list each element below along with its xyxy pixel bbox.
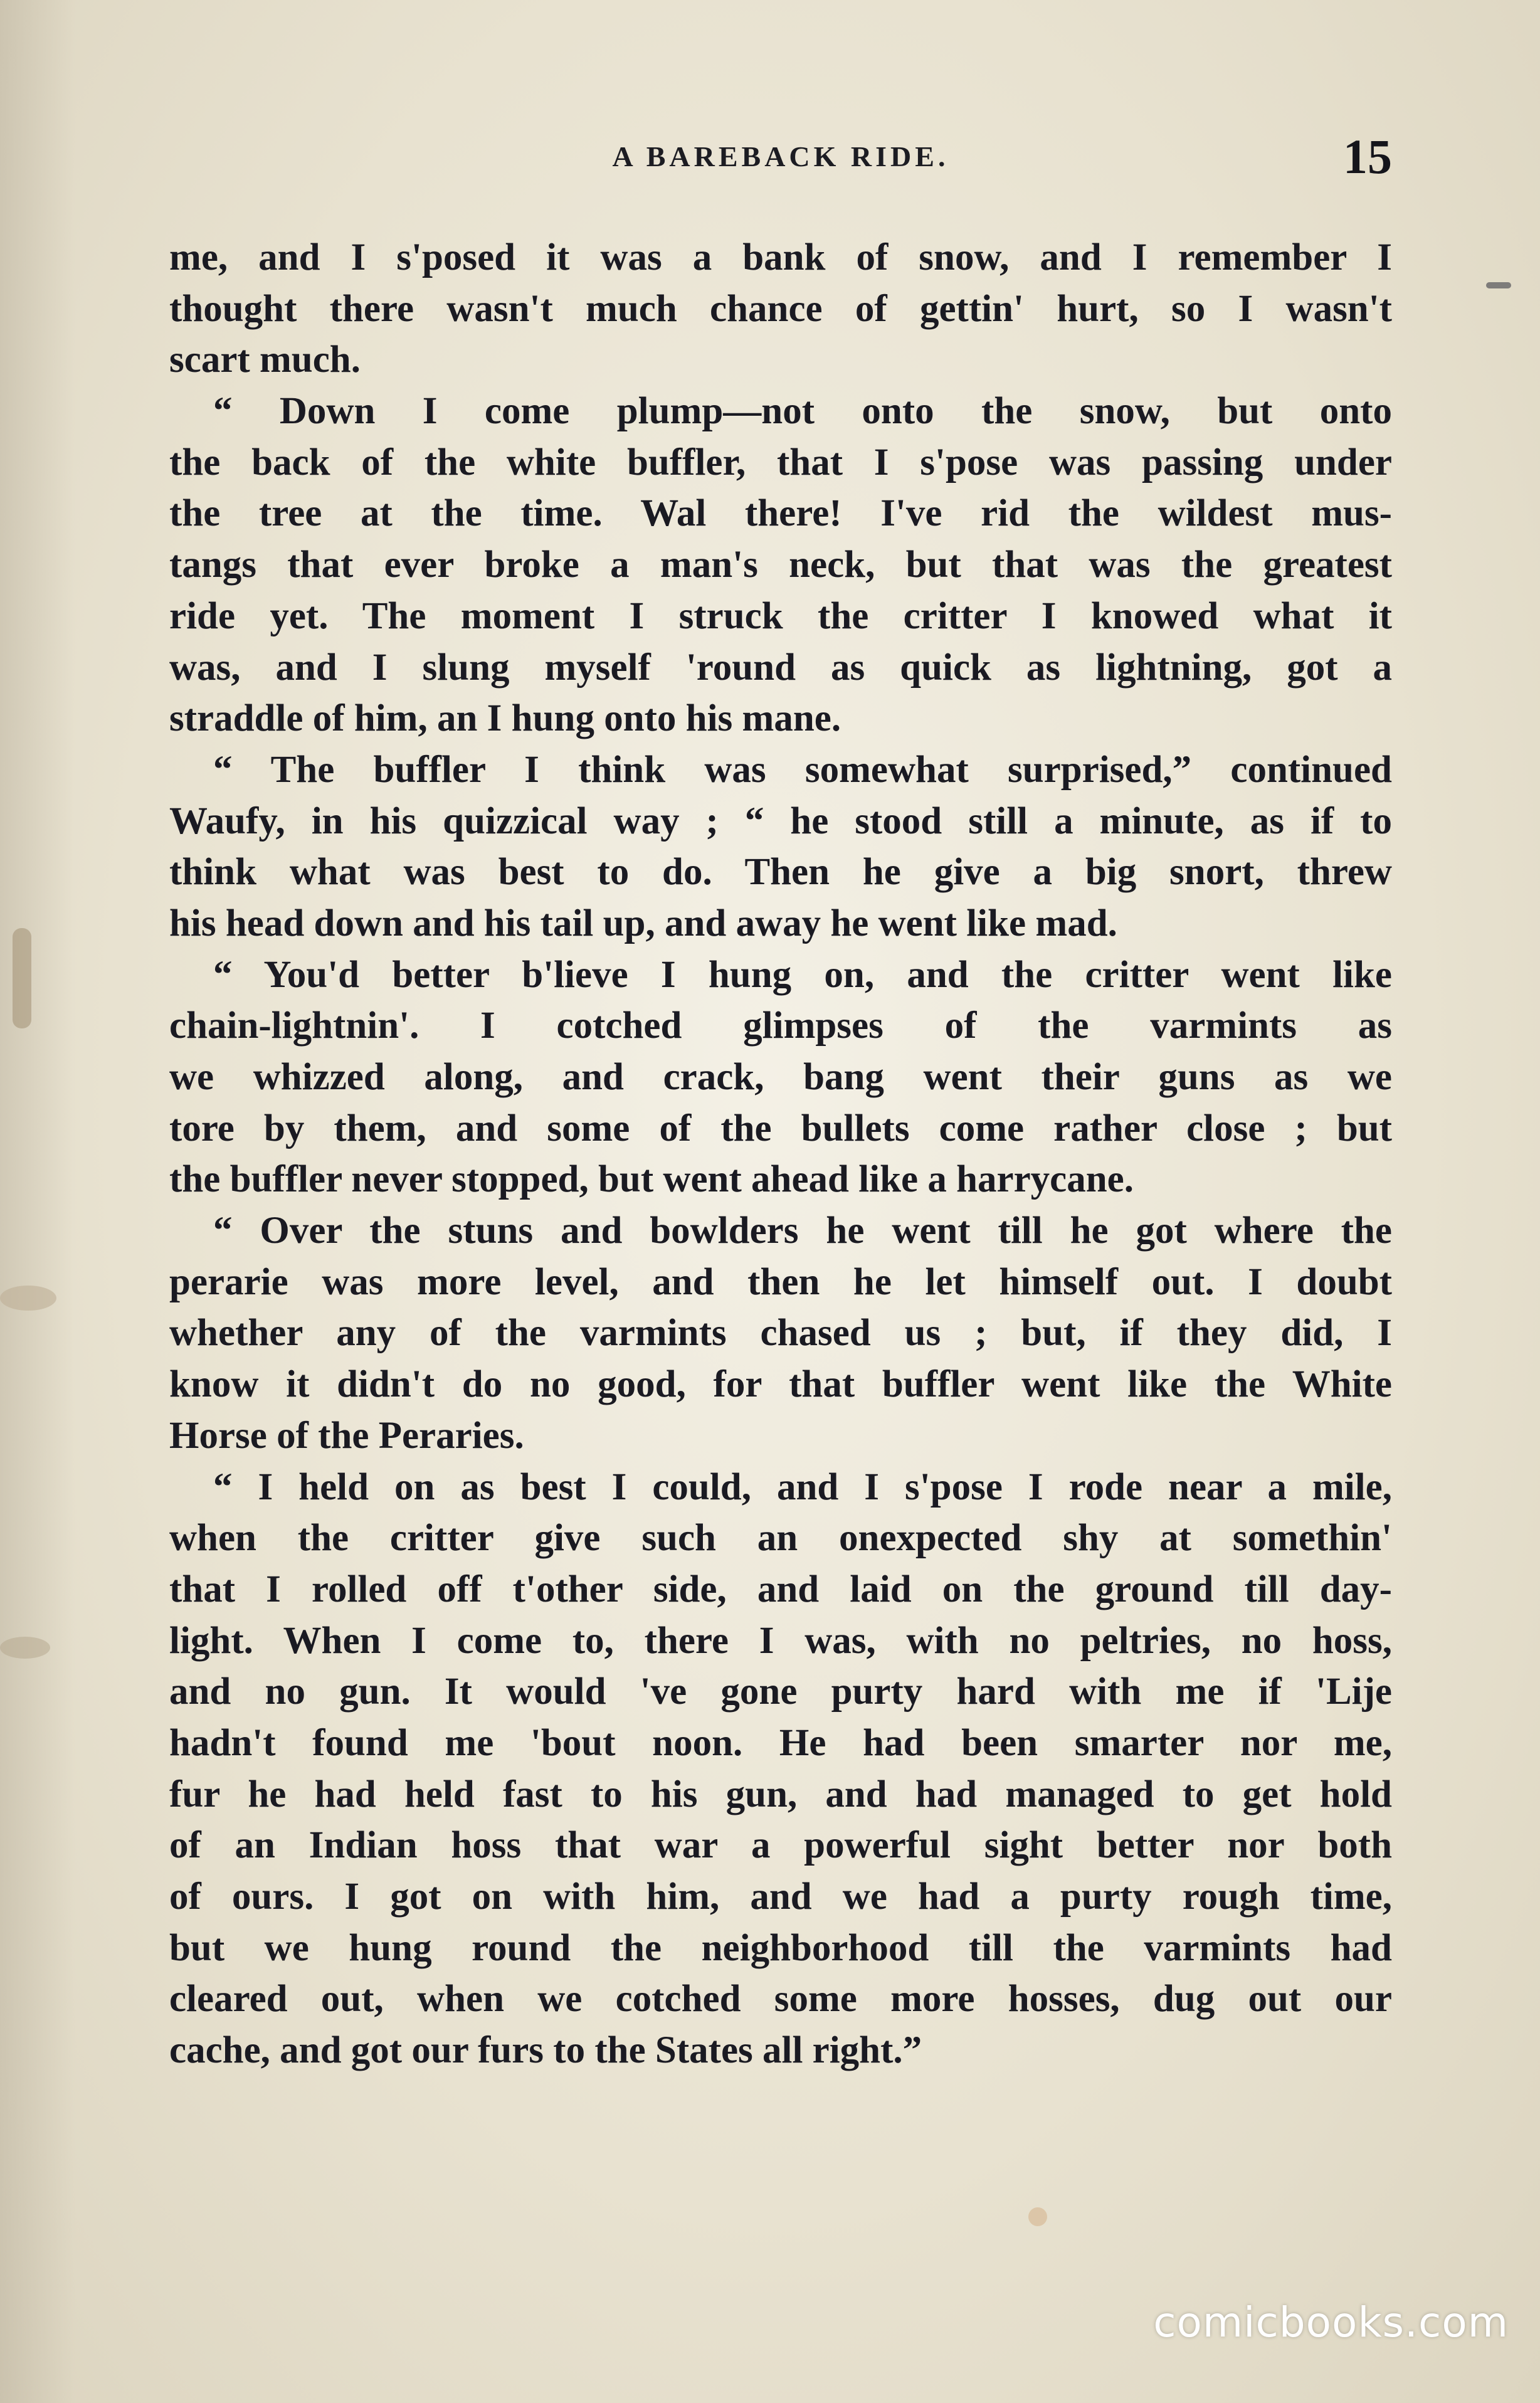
page-stain (1486, 282, 1511, 288)
text-line: tore by them, and some of the bullets come rather close ; but (169, 1107, 1392, 1149)
text-line: cleared out, when we cotched some more hosses, dug out our (169, 1978, 1392, 2020)
paragraph (169, 949, 1392, 1205)
site-watermark: comicbooks.com (1153, 2298, 1509, 2347)
text-line: light. When I come to, there I was, with no peltries, no hoss, (169, 1619, 1392, 1662)
text-line: of an Indian hoss that war a powerful sight better nor both (169, 1824, 1392, 1867)
text-line: Horse of the Peraries. (169, 1414, 524, 1457)
text-line: ride yet. The moment I struck the critter I knowed what it (169, 594, 1392, 637)
text-line: chain-lightnin'. I cotched glimpses of the varmints as (169, 1005, 1392, 1047)
text-line: “ The buffler I think was somewhat surprised,” continued (213, 748, 1392, 791)
text-line: “ Over the stuns and bowlders he went till he got where the (213, 1210, 1392, 1252)
text-line: perarie was more level, and then he let himself out. I doubt (169, 1260, 1392, 1303)
text-line: the tree at the time. Wal there! I've rid the wildest mus- (169, 492, 1392, 535)
text-line: think what was best to do. Then he give a big snort, threw (169, 851, 1392, 894)
text-line: that I rolled off t'other side, and laid on the ground till day- (169, 1568, 1392, 1610)
text-line: know it didn't do no good, for that buffler went like the White (169, 1363, 1392, 1406)
page-number: 15 (1343, 129, 1392, 184)
text-line: the back of the white buffler, that I s'pose was passing under (169, 441, 1392, 483)
running-head: A BAREBACK RIDE. (612, 140, 949, 172)
text-line: scart much. (169, 339, 361, 381)
text-line: me, and I s'posed it was a bank of snow, and I remember I (169, 236, 1392, 278)
text-line: was, and I slung myself 'round as quick as lightning, got a (169, 646, 1392, 689)
paragraph (169, 744, 1392, 949)
page-stain (1028, 2207, 1047, 2226)
text-line: of ours. I got on with him, and we had a purty rough time, (169, 1876, 1392, 1918)
text-line: when the critter give such an onexpected shy at somethin' (169, 1517, 1392, 1560)
text-line: “ You'd better b'lieve I hung on, and the critter went like (213, 953, 1392, 996)
text-line: “ I held on as best I could, and I s'pose I rode near a mile, (213, 1466, 1392, 1508)
paragraph (169, 386, 1392, 744)
text-line: thought there wasn't much chance of gettin' hurt, so I wasn't (169, 287, 1392, 330)
page-stain (13, 928, 31, 1028)
text-line: whether any of the varmints chased us ; but, if they did, I (169, 1312, 1392, 1355)
text-line: and no gun. It would 've gone purty hard with me if 'Lije (169, 1671, 1392, 1713)
page-edge-shadow (0, 0, 75, 2403)
text-line: hadn't found me 'bout noon. He had been smarter nor me, (169, 1721, 1392, 1764)
paragraph (169, 1462, 1392, 2076)
page-stain (0, 1637, 50, 1659)
text-line: fur he had held fast to his gun, and had managed to get hold (169, 1773, 1392, 1815)
page-stain (0, 1286, 56, 1311)
text-line: but we hung round the neighborhood till the varmints had (169, 1926, 1392, 1969)
body-text (169, 232, 1392, 2076)
page-header (169, 129, 1392, 185)
text-line: the buffler never stopped, but went ahead like a harrycane. (169, 1158, 1134, 1201)
text-line: straddle of him, an I hung onto his mane. (169, 697, 841, 740)
text-line: “ Down I come plump—not onto the snow, but onto (213, 390, 1392, 433)
text-line: we whizzed along, and crack, bang went their guns as we (169, 1056, 1392, 1098)
text-line: Waufy, in his quizzical way ; “ he stood still a minute, as if to (169, 800, 1392, 842)
text-line: cache, and got our furs to the States all right.” (169, 2029, 922, 2072)
text-line: his head down and his tail up, and away he went like mad. (169, 902, 1117, 944)
paragraph (169, 1205, 1392, 1461)
text-line: tangs that ever broke a man's neck, but that was the greatest (169, 544, 1392, 586)
paragraph (169, 232, 1392, 386)
